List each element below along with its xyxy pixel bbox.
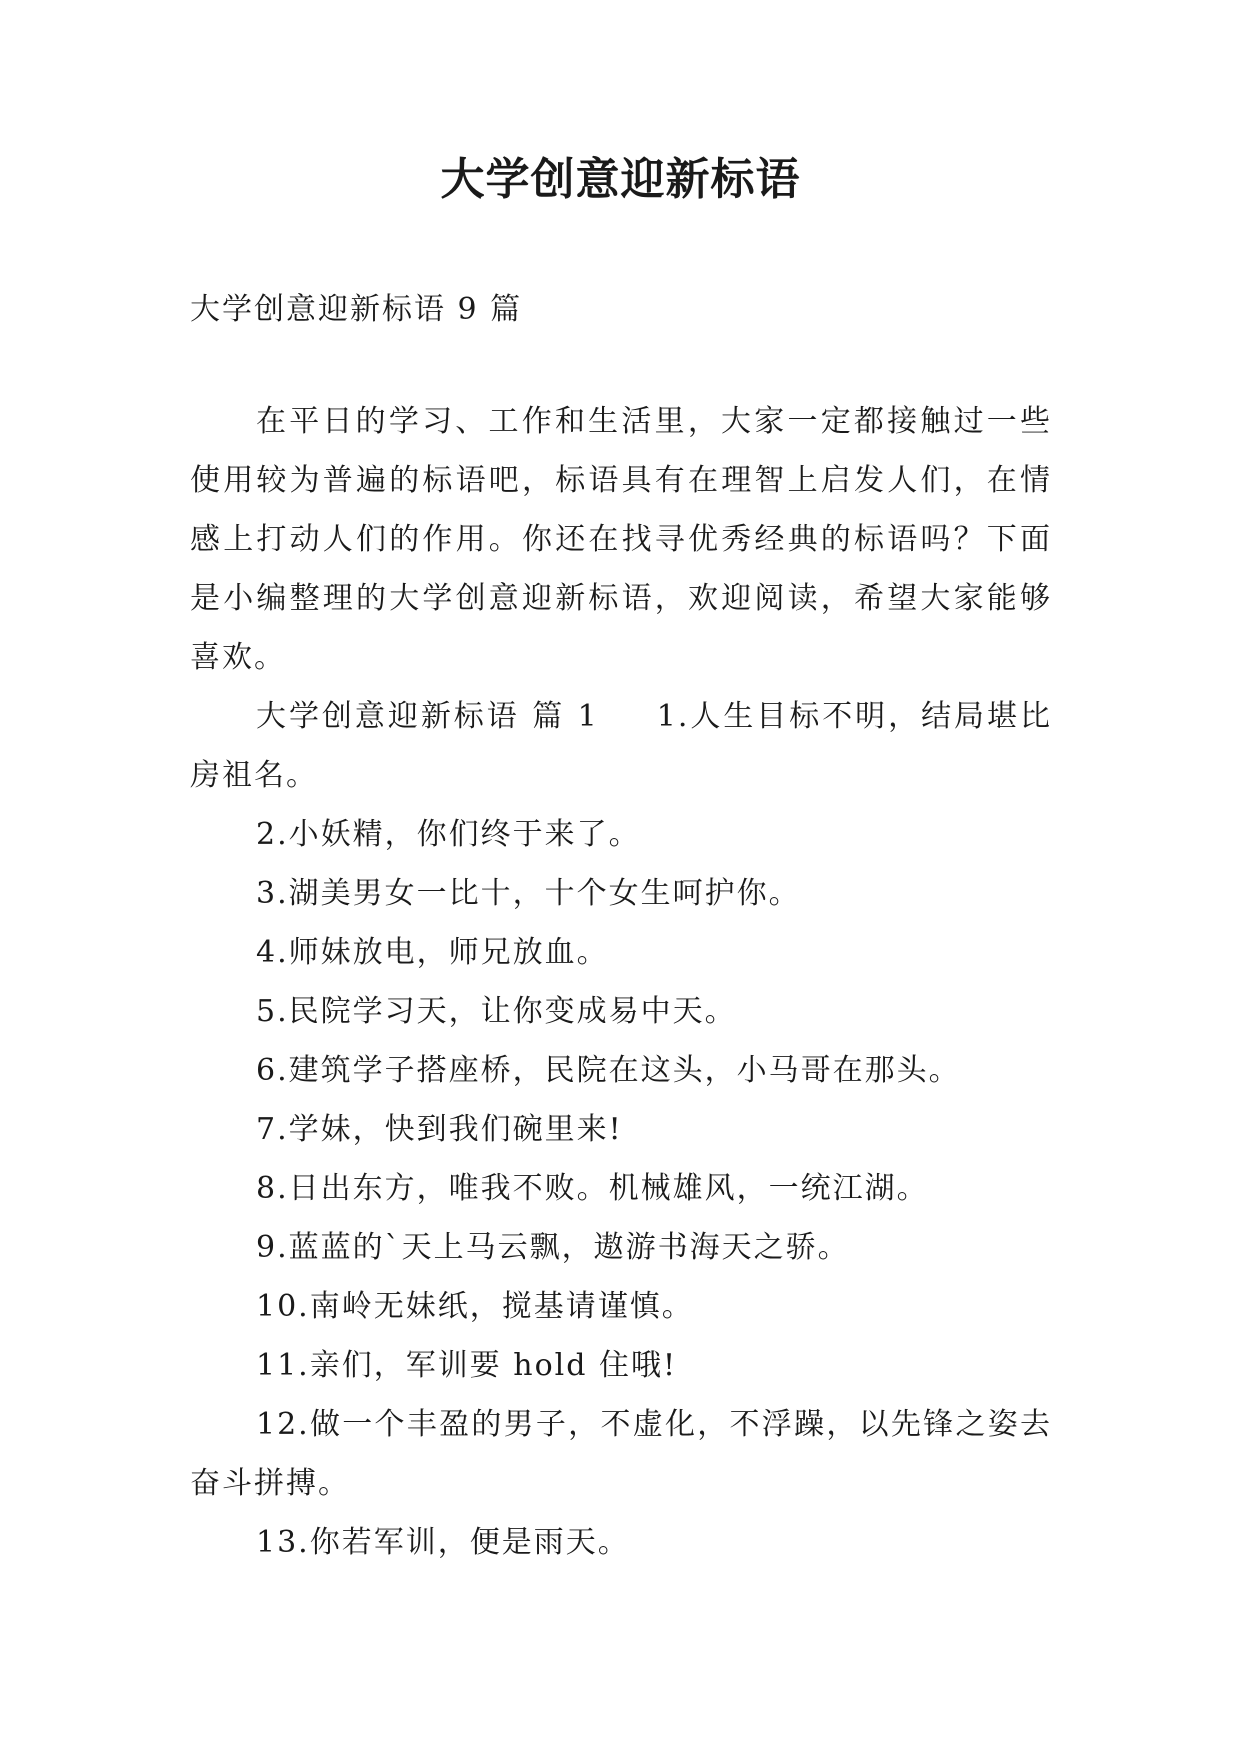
slogan-item: 7.学妹，快到我们碗里来! <box>256 1112 623 1147</box>
slogan-item: 13.你若军训，便是雨天。 <box>256 1525 630 1560</box>
slogan-item: 4.师妹放电，师兄放血。 <box>256 935 609 970</box>
slogan-item: 9.蓝蓝的`天上马云飘，遨游书海天之骄。 <box>256 1230 850 1265</box>
section-first-paragraph <box>190 687 1052 805</box>
slogan-item: 10.南岭无妹纸，搅基请谨慎。 <box>256 1289 694 1324</box>
slogan-item: 3.湖美男女一比十，十个女生呵护你。 <box>256 876 801 911</box>
slogan-item: 2.小妖精，你们终于来了。 <box>256 817 641 852</box>
slogan-item: 8.日出东方，唯我不败。机械雄风，一统江湖。 <box>256 1171 929 1206</box>
intro-paragraph: 在平日的学习、工作和生活里，大家一定都接触过一些使用较为普遍的标语吧，标语具有在理智上启发人们，在情感上打动人们的作用。你还在找寻优秀经典的标语吗？下面是小编整理的大学创意迎新标语，欢迎阅读，希望大家能够喜欢。 <box>190 404 1052 675</box>
slogan-item: 1.人生目标不明，结局堪比房祖名。 <box>190 699 1052 793</box>
slogan-item: 12.做一个丰盈的男子，不虚化，不浮躁，以先锋之姿去奋斗拼搏。 <box>190 1407 1052 1501</box>
slogan-item: 5.民院学习天，让你变成易中天。 <box>256 994 737 1029</box>
document-subtitle: 大学创意迎新标语 9 篇 <box>190 292 523 327</box>
slogan-item: 6.建筑学子搭座桥，民院在这头，小马哥在那头。 <box>256 1053 961 1088</box>
slogan-item: 11.亲们，军训要 hold 住哦! <box>256 1348 678 1383</box>
document-title: 大学创意迎新标语 <box>440 154 801 205</box>
section-heading: 大学创意迎新标语 篇 1 <box>256 699 599 734</box>
document-body <box>190 290 1052 1572</box>
